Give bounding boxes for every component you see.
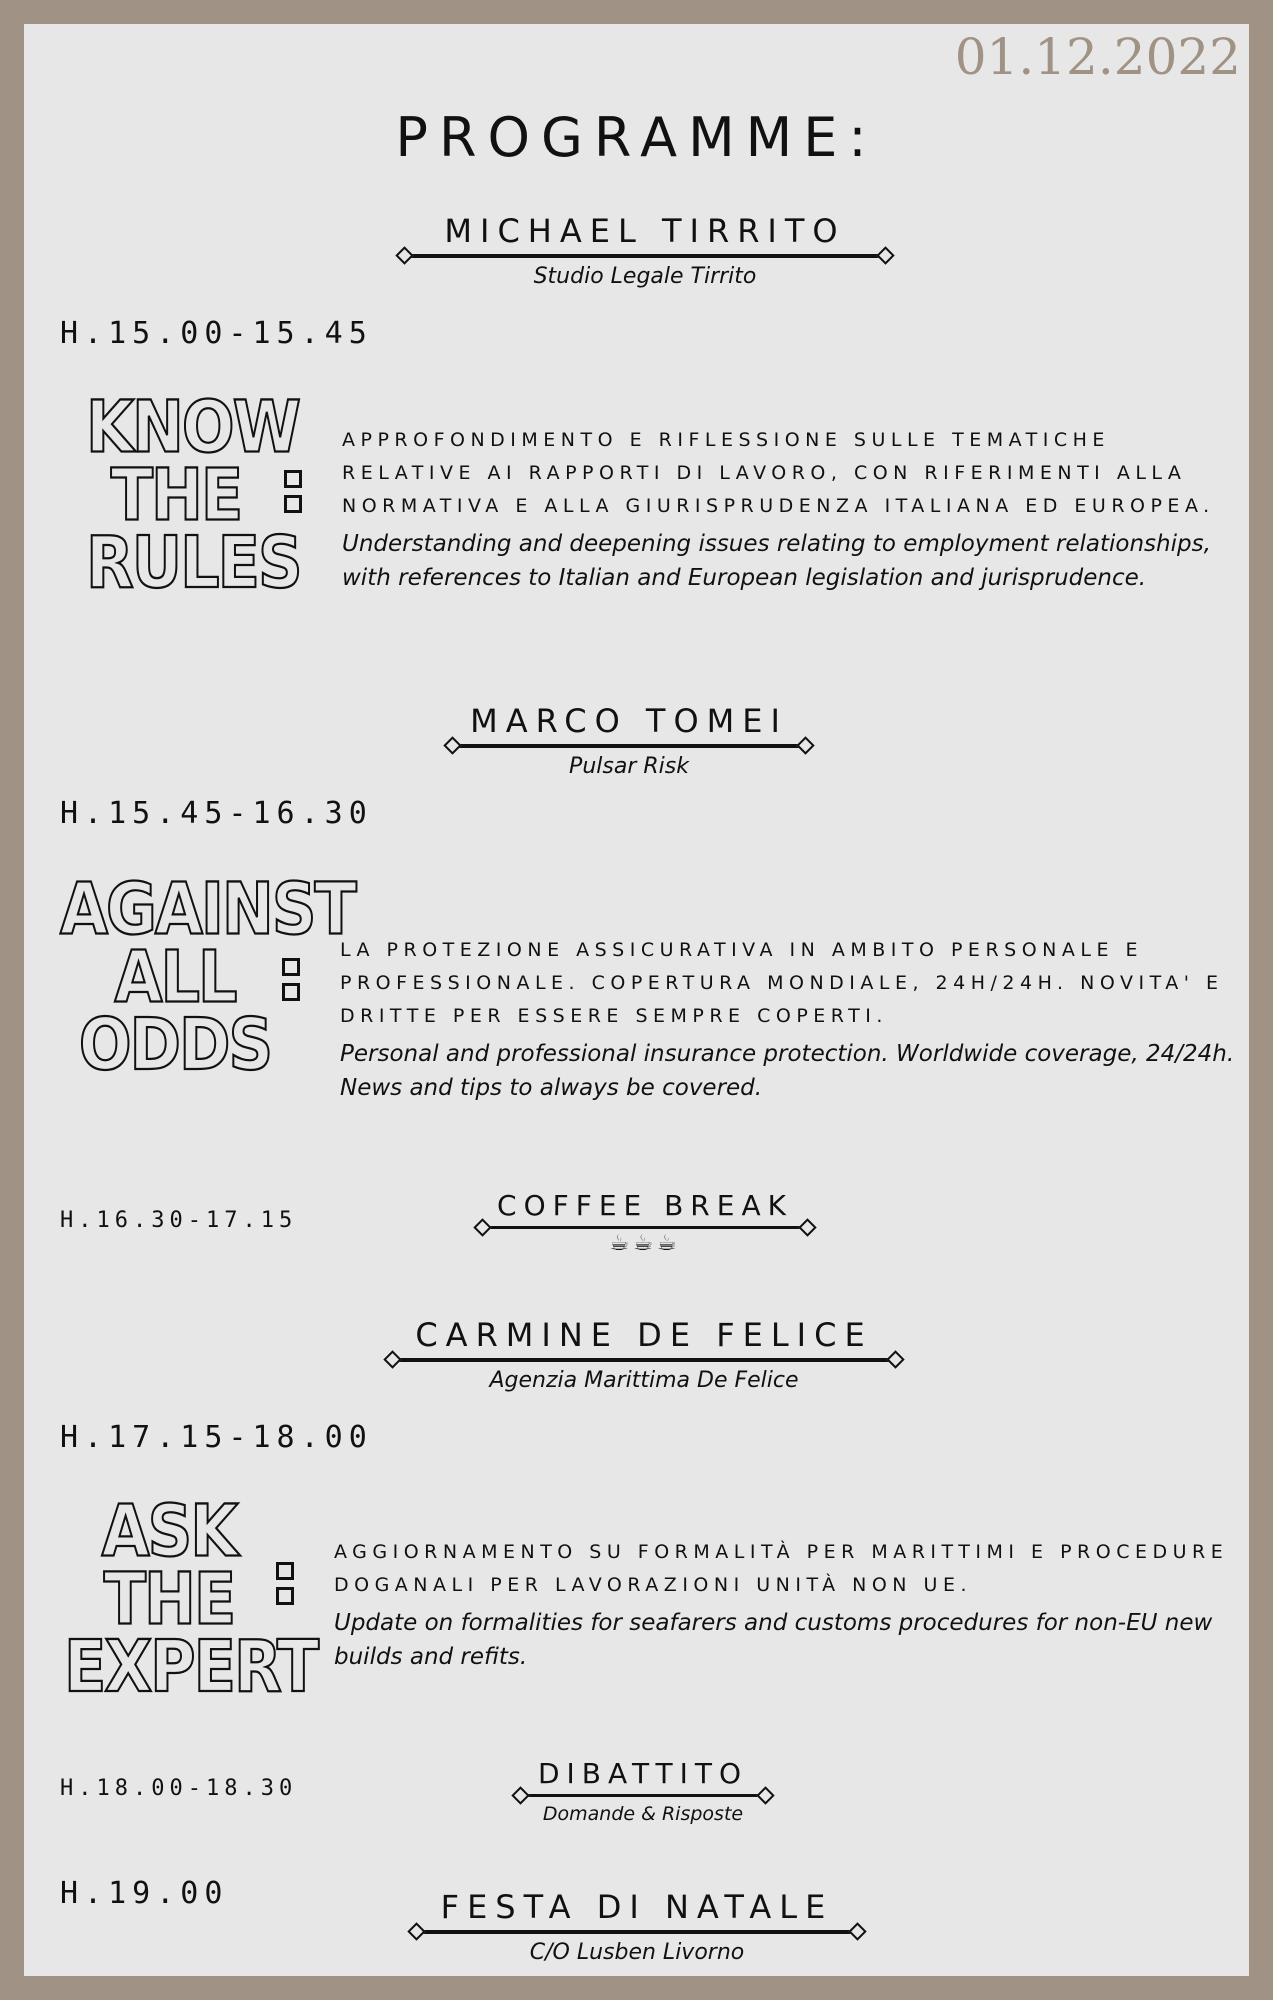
page-title: PROGRAMME: bbox=[395, 106, 878, 169]
divider-ornament bbox=[408, 254, 882, 258]
badge-line: KNOW bbox=[86, 384, 300, 469]
speaker-heading-3 bbox=[388, 1316, 900, 1393]
party-location: C/O Lusben Livorno bbox=[529, 1940, 745, 1965]
description-italian: AGGIORNAMENTO SU FORMALITÀ PER MARITTIMI E PROCEDURE DOGANALI PER LAVORAZIONI UNITÀ NON UE. bbox=[334, 1541, 1229, 1596]
debate-time: H.18.00-18.30 bbox=[60, 1776, 298, 1801]
description-english: Understanding and deepening issues relating to employment relationships, with references to Italian and European legislation and jurisprudence. bbox=[342, 531, 1211, 591]
coffee-time: H.16.30-17.15 bbox=[60, 1208, 298, 1233]
divider-ornament bbox=[486, 1226, 804, 1229]
bullet-squares bbox=[282, 958, 300, 1008]
session-badge-2 bbox=[60, 866, 355, 1087]
session-time-2: H.15.45-16.30 bbox=[60, 796, 373, 831]
party-time: H.19.00 bbox=[60, 1876, 229, 1911]
session-time-1: H.15.00-15.45 bbox=[60, 316, 373, 351]
session-badge-1 bbox=[86, 384, 301, 605]
badge-line: THE bbox=[110, 452, 242, 537]
divider-ornament bbox=[420, 1930, 854, 1934]
speaker-org: Studio Legale Tirrito bbox=[533, 264, 757, 289]
speaker-name: MARCO TOMEI bbox=[470, 702, 788, 740]
bullet-squares bbox=[276, 1562, 294, 1612]
coffee-break-heading bbox=[478, 1190, 812, 1256]
badge-line: EXPERT bbox=[64, 1624, 318, 1709]
session-description-1 bbox=[342, 424, 1242, 595]
bullet-squares bbox=[284, 470, 302, 520]
badge-line: ASK bbox=[101, 1488, 237, 1573]
speaker-name: CARMINE DE FELICE bbox=[415, 1316, 873, 1354]
badge-line: ODDS bbox=[78, 1002, 272, 1087]
programme-page bbox=[24, 24, 1249, 1976]
debate-label: DIBATTITO bbox=[537, 1757, 749, 1790]
speaker-heading-2 bbox=[448, 702, 810, 779]
party-heading bbox=[412, 1888, 862, 1965]
speaker-name: MICHAEL TIRRITO bbox=[444, 212, 846, 250]
session-time-3: H.17.15-18.00 bbox=[60, 1420, 373, 1455]
badge-line: RULES bbox=[86, 520, 301, 605]
event-date: 01.12.2022 bbox=[954, 28, 1241, 86]
coffee-break-label: COFFEE BREAK bbox=[497, 1189, 793, 1222]
badge-line: THE bbox=[103, 1556, 235, 1641]
badge-line: AGAINST bbox=[60, 866, 355, 951]
description-italian: LA PROTEZIONE ASSICURATIVA IN AMBITO PERSONALE E PROFESSIONALE. COPERTURA MONDIALE, 24H/24H. NOVITA' E DRITTE PER ESSERE SEMPRE COPERTI. bbox=[340, 939, 1224, 1027]
coffee-cup-icon: ☕☕☕ bbox=[609, 1231, 681, 1256]
description-italian: APPROFONDIMENTO E RIFLESSIONE SULLE TEMATICHE RELATIVE AI RAPPORTI DI LAVORO, CON RIFERIMENTI ALLA NORMATIVA E ALLA GIURISPRUDENZA ITALIANA ED EUROPEA. bbox=[342, 429, 1215, 517]
description-english: Update on formalities for seafarers and customs procedures for non-EU new builds and refits. bbox=[334, 1610, 1213, 1670]
divider-ornament bbox=[524, 1794, 762, 1797]
speaker-org: Pulsar Risk bbox=[569, 754, 689, 779]
party-label: FESTA DI NATALE bbox=[440, 1888, 834, 1926]
badge-line: ALL bbox=[114, 934, 236, 1019]
description-english: Personal and professional insurance protection. Worldwide coverage, 24/24h. News and tips to always be covered. bbox=[340, 1041, 1235, 1101]
speaker-org: Agenzia Marittima De Felice bbox=[489, 1368, 799, 1393]
session-description-3 bbox=[334, 1536, 1244, 1674]
debate-subtitle: Domande & Risposte bbox=[542, 1803, 744, 1825]
session-description-2 bbox=[340, 934, 1240, 1105]
divider-ornament bbox=[396, 1358, 892, 1362]
debate-heading bbox=[516, 1758, 770, 1825]
divider-ornament bbox=[456, 744, 802, 748]
speaker-heading-1 bbox=[400, 212, 890, 289]
session-badge-3 bbox=[64, 1488, 318, 1709]
